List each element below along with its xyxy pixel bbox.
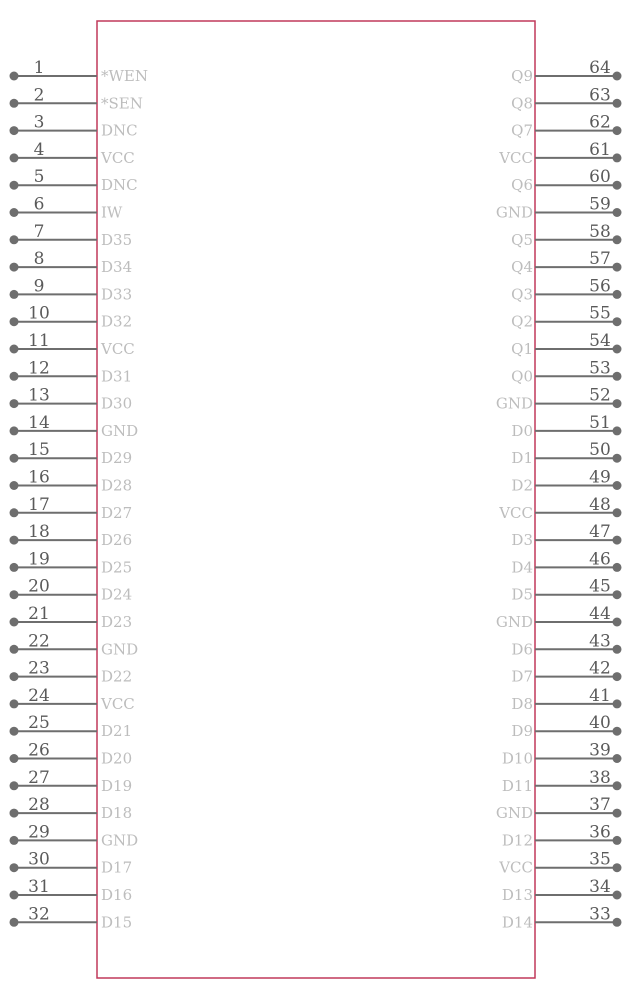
pin-number: 58 bbox=[589, 221, 611, 242]
pin-number: 14 bbox=[28, 412, 50, 433]
pin-endpoint-dot bbox=[10, 781, 19, 790]
pin-name-label: D25 bbox=[101, 558, 133, 577]
pin-endpoint-dot bbox=[10, 836, 19, 845]
pin-number: 7 bbox=[33, 221, 45, 242]
pin-name-label: GND bbox=[101, 640, 139, 659]
pin-name-label: D30 bbox=[101, 394, 133, 413]
pin-number: 32 bbox=[28, 904, 50, 925]
pin-number: 25 bbox=[28, 713, 50, 734]
pin-name-label: VCC bbox=[101, 340, 135, 358]
pin-number: 54 bbox=[589, 331, 611, 351]
pin-endpoint-dot bbox=[613, 645, 622, 654]
pin-name-label: VCC bbox=[101, 694, 135, 713]
pin-name-label: D14 bbox=[501, 913, 533, 932]
pin-endpoint-dot bbox=[10, 727, 19, 736]
pin-number: 13 bbox=[28, 385, 50, 406]
pin-name-label: D20 bbox=[101, 749, 133, 768]
pin-number: 10 bbox=[28, 303, 50, 324]
pin-name-label: D3 bbox=[511, 531, 533, 550]
pin-endpoint-dot bbox=[613, 263, 622, 272]
pin-number: 51 bbox=[589, 412, 611, 433]
pin-endpoint-dot bbox=[613, 918, 622, 927]
pin-endpoint-dot bbox=[613, 399, 622, 408]
pin-number: 46 bbox=[589, 549, 611, 570]
pin-name-label: D17 bbox=[101, 858, 133, 877]
pin-name-label: IW bbox=[101, 203, 123, 222]
pin-endpoint-dot bbox=[613, 672, 622, 681]
pin-number: 29 bbox=[28, 822, 50, 843]
pin-number: 12 bbox=[28, 358, 50, 379]
pin-number: 24 bbox=[28, 685, 50, 706]
pin-name-label: D15 bbox=[101, 913, 133, 932]
pin-name-label: D13 bbox=[501, 886, 533, 904]
pin-number: 1 bbox=[33, 58, 45, 78]
pin-endpoint-dot bbox=[613, 481, 622, 490]
pin-endpoint-dot bbox=[10, 536, 19, 545]
ic-body bbox=[97, 21, 535, 978]
pin-name-label: D11 bbox=[501, 776, 533, 795]
pin-name-label: *WEN bbox=[101, 67, 148, 85]
pin-endpoint-dot bbox=[613, 809, 622, 818]
pin-endpoint-dot bbox=[10, 72, 19, 81]
pin-number: 11 bbox=[28, 331, 50, 351]
pin-endpoint-dot bbox=[10, 809, 19, 818]
pin-endpoint-dot bbox=[613, 536, 622, 545]
pin-endpoint-dot bbox=[613, 836, 622, 845]
pin-name-label: *SEN bbox=[101, 94, 143, 113]
pin-endpoint-dot bbox=[10, 235, 19, 244]
pin-endpoint-dot bbox=[613, 781, 622, 790]
pin-name-label: DNC bbox=[101, 121, 138, 140]
pin-endpoint-dot bbox=[613, 99, 622, 108]
pin-endpoint-dot bbox=[613, 372, 622, 381]
pin-number: 2 bbox=[33, 85, 45, 106]
pin-number: 60 bbox=[589, 167, 611, 188]
pin-number: 23 bbox=[28, 658, 50, 679]
pin-number: 27 bbox=[28, 767, 50, 788]
pin-name-label: Q9 bbox=[511, 67, 533, 85]
pin-endpoint-dot bbox=[613, 345, 622, 354]
pin-name-label: D29 bbox=[101, 449, 133, 468]
pin-number: 41 bbox=[589, 685, 611, 706]
pin-number: 49 bbox=[589, 467, 611, 488]
pin-number: 64 bbox=[589, 58, 611, 78]
pin-name-label: Q0 bbox=[511, 367, 533, 386]
pin-number: 48 bbox=[589, 494, 611, 515]
pin-name-label: D33 bbox=[101, 285, 133, 304]
pin-number: 47 bbox=[589, 522, 611, 543]
pin-endpoint-dot bbox=[613, 699, 622, 708]
pin-name-label: Q8 bbox=[511, 94, 533, 113]
pin-name-label: VCC bbox=[499, 148, 533, 167]
pin-name-label: D4 bbox=[511, 558, 533, 577]
pin-number: 62 bbox=[589, 112, 611, 133]
pin-number: 42 bbox=[589, 658, 611, 679]
pin-endpoint-dot bbox=[10, 918, 19, 927]
pin-endpoint-dot bbox=[10, 208, 19, 217]
pin-number: 21 bbox=[28, 604, 50, 624]
pin-name-label: DNC bbox=[101, 176, 138, 195]
pin-number: 26 bbox=[28, 740, 50, 761]
pin-name-label: Q7 bbox=[511, 121, 533, 140]
pin-endpoint-dot bbox=[10, 181, 19, 190]
pin-endpoint-dot bbox=[613, 727, 622, 736]
pin-name-label: D18 bbox=[101, 804, 133, 823]
pin-name-label: D7 bbox=[511, 667, 533, 686]
pin-name-label: D1 bbox=[511, 449, 533, 468]
pin-name-label: VCC bbox=[499, 503, 533, 522]
pin-endpoint-dot bbox=[613, 126, 622, 135]
pin-name-label: D5 bbox=[511, 585, 533, 604]
pin-name-label: D31 bbox=[101, 367, 133, 386]
pin-number: 16 bbox=[28, 467, 50, 488]
pin-name-label: Q3 bbox=[511, 285, 533, 304]
pin-name-label: GND bbox=[495, 804, 533, 823]
pin-endpoint-dot bbox=[10, 263, 19, 272]
pin-name-label: D23 bbox=[101, 613, 133, 631]
pin-endpoint-dot bbox=[10, 891, 19, 900]
pin-name-label: Q4 bbox=[511, 258, 533, 277]
pin-name-label: VCC bbox=[499, 858, 533, 877]
pin-endpoint-dot bbox=[10, 672, 19, 681]
pin-number: 15 bbox=[28, 440, 50, 461]
pin-endpoint-dot bbox=[613, 290, 622, 299]
pin-endpoint-dot bbox=[10, 290, 19, 299]
pin-name-label: D26 bbox=[101, 531, 133, 550]
pin-number: 40 bbox=[589, 713, 611, 734]
pin-endpoint-dot bbox=[10, 126, 19, 135]
pin-number: 44 bbox=[589, 604, 611, 624]
pin-endpoint-dot bbox=[10, 618, 19, 627]
pin-endpoint-dot bbox=[10, 590, 19, 599]
pin-endpoint-dot bbox=[10, 645, 19, 654]
pin-number: 63 bbox=[589, 85, 611, 106]
pin-endpoint-dot bbox=[10, 399, 19, 408]
pin-name-label: D2 bbox=[511, 476, 533, 495]
pin-endpoint-dot bbox=[613, 208, 622, 217]
pin-name-label: VCC bbox=[101, 148, 135, 167]
pin-number: 17 bbox=[28, 494, 50, 515]
pin-name-label: GND bbox=[495, 613, 533, 631]
pin-number: 57 bbox=[589, 249, 611, 270]
pin-number: 50 bbox=[589, 440, 611, 461]
pin-endpoint-dot bbox=[10, 317, 19, 326]
pin-endpoint-dot bbox=[10, 99, 19, 108]
pin-endpoint-dot bbox=[613, 754, 622, 763]
pin-number: 33 bbox=[589, 904, 611, 925]
pin-number: 20 bbox=[28, 576, 50, 597]
pin-number: 8 bbox=[33, 249, 45, 270]
pin-endpoint-dot bbox=[10, 345, 19, 354]
pin-number: 61 bbox=[589, 139, 611, 160]
pin-name-label: Q6 bbox=[511, 176, 533, 195]
pin-number: 53 bbox=[589, 358, 611, 379]
pin-number: 35 bbox=[589, 849, 611, 870]
pin-endpoint-dot bbox=[613, 317, 622, 326]
pin-endpoint-dot bbox=[613, 891, 622, 900]
pin-number: 30 bbox=[28, 849, 50, 870]
pin-endpoint-dot bbox=[10, 754, 19, 763]
pin-name-label: D21 bbox=[101, 722, 133, 741]
pin-number: 45 bbox=[589, 576, 611, 597]
pin-name-label: D16 bbox=[101, 886, 133, 904]
pin-name-label: Q5 bbox=[511, 230, 533, 249]
pin-name-label: D8 bbox=[511, 694, 533, 713]
pin-name-label: D35 bbox=[101, 230, 133, 249]
pin-endpoint-dot bbox=[613, 181, 622, 190]
pin-endpoint-dot bbox=[613, 508, 622, 517]
pin-name-label: D22 bbox=[101, 667, 133, 686]
pin-name-label: D28 bbox=[101, 476, 133, 495]
pin-name-label: D10 bbox=[501, 749, 533, 768]
pin-endpoint-dot bbox=[613, 235, 622, 244]
pin-number: 9 bbox=[33, 276, 45, 297]
pin-endpoint-dot bbox=[613, 863, 622, 872]
pin-number: 39 bbox=[589, 740, 611, 761]
pin-name-label: D34 bbox=[101, 258, 133, 277]
pin-endpoint-dot bbox=[613, 454, 622, 463]
pin-name-label: GND bbox=[101, 831, 139, 850]
pin-name-label: D9 bbox=[511, 722, 533, 741]
pin-number: 5 bbox=[33, 167, 45, 188]
pin-endpoint-dot bbox=[10, 508, 19, 517]
pin-name-label: GND bbox=[495, 203, 533, 222]
pin-number: 36 bbox=[589, 822, 611, 843]
pin-number: 6 bbox=[33, 194, 45, 215]
pin-number: 52 bbox=[589, 385, 611, 406]
pin-number: 56 bbox=[589, 276, 611, 297]
pin-number: 34 bbox=[589, 877, 611, 897]
pin-number: 55 bbox=[589, 303, 611, 324]
pin-endpoint-dot bbox=[10, 699, 19, 708]
pin-number: 31 bbox=[28, 877, 50, 897]
pin-name-label: D24 bbox=[101, 585, 133, 604]
pin-endpoint-dot bbox=[613, 563, 622, 572]
pin-endpoint-dot bbox=[613, 153, 622, 162]
pin-endpoint-dot bbox=[613, 618, 622, 627]
pin-name-label: GND bbox=[101, 421, 139, 440]
pin-number: 22 bbox=[28, 631, 50, 652]
pin-endpoint-dot bbox=[613, 72, 622, 81]
pin-endpoint-dot bbox=[10, 481, 19, 490]
pin-name-label: D0 bbox=[511, 421, 533, 440]
pin-endpoint-dot bbox=[10, 426, 19, 435]
pin-number: 43 bbox=[589, 631, 611, 652]
pin-number: 18 bbox=[28, 522, 50, 543]
pin-endpoint-dot bbox=[10, 372, 19, 381]
pin-number: 19 bbox=[28, 549, 50, 570]
pin-number: 37 bbox=[589, 795, 611, 816]
pin-number: 3 bbox=[33, 112, 45, 133]
pin-endpoint-dot bbox=[10, 153, 19, 162]
pin-endpoint-dot bbox=[613, 426, 622, 435]
pin-name-label: Q2 bbox=[511, 312, 533, 331]
pin-endpoint-dot bbox=[10, 563, 19, 572]
pin-number: 38 bbox=[589, 767, 611, 788]
pin-name-label: D27 bbox=[101, 503, 133, 522]
pin-name-label: D19 bbox=[101, 776, 133, 795]
pin-number: 28 bbox=[28, 795, 50, 816]
pin-name-label: Q1 bbox=[511, 340, 533, 358]
pin-name-label: D12 bbox=[501, 831, 533, 850]
pin-name-label: D6 bbox=[511, 640, 533, 659]
pin-name-label: D32 bbox=[101, 312, 133, 331]
pin-number: 4 bbox=[33, 139, 45, 160]
pin-endpoint-dot bbox=[10, 454, 19, 463]
pin-number: 59 bbox=[589, 194, 611, 215]
pin-endpoint-dot bbox=[10, 863, 19, 872]
pin-endpoint-dot bbox=[613, 590, 622, 599]
pin-name-label: GND bbox=[495, 394, 533, 413]
